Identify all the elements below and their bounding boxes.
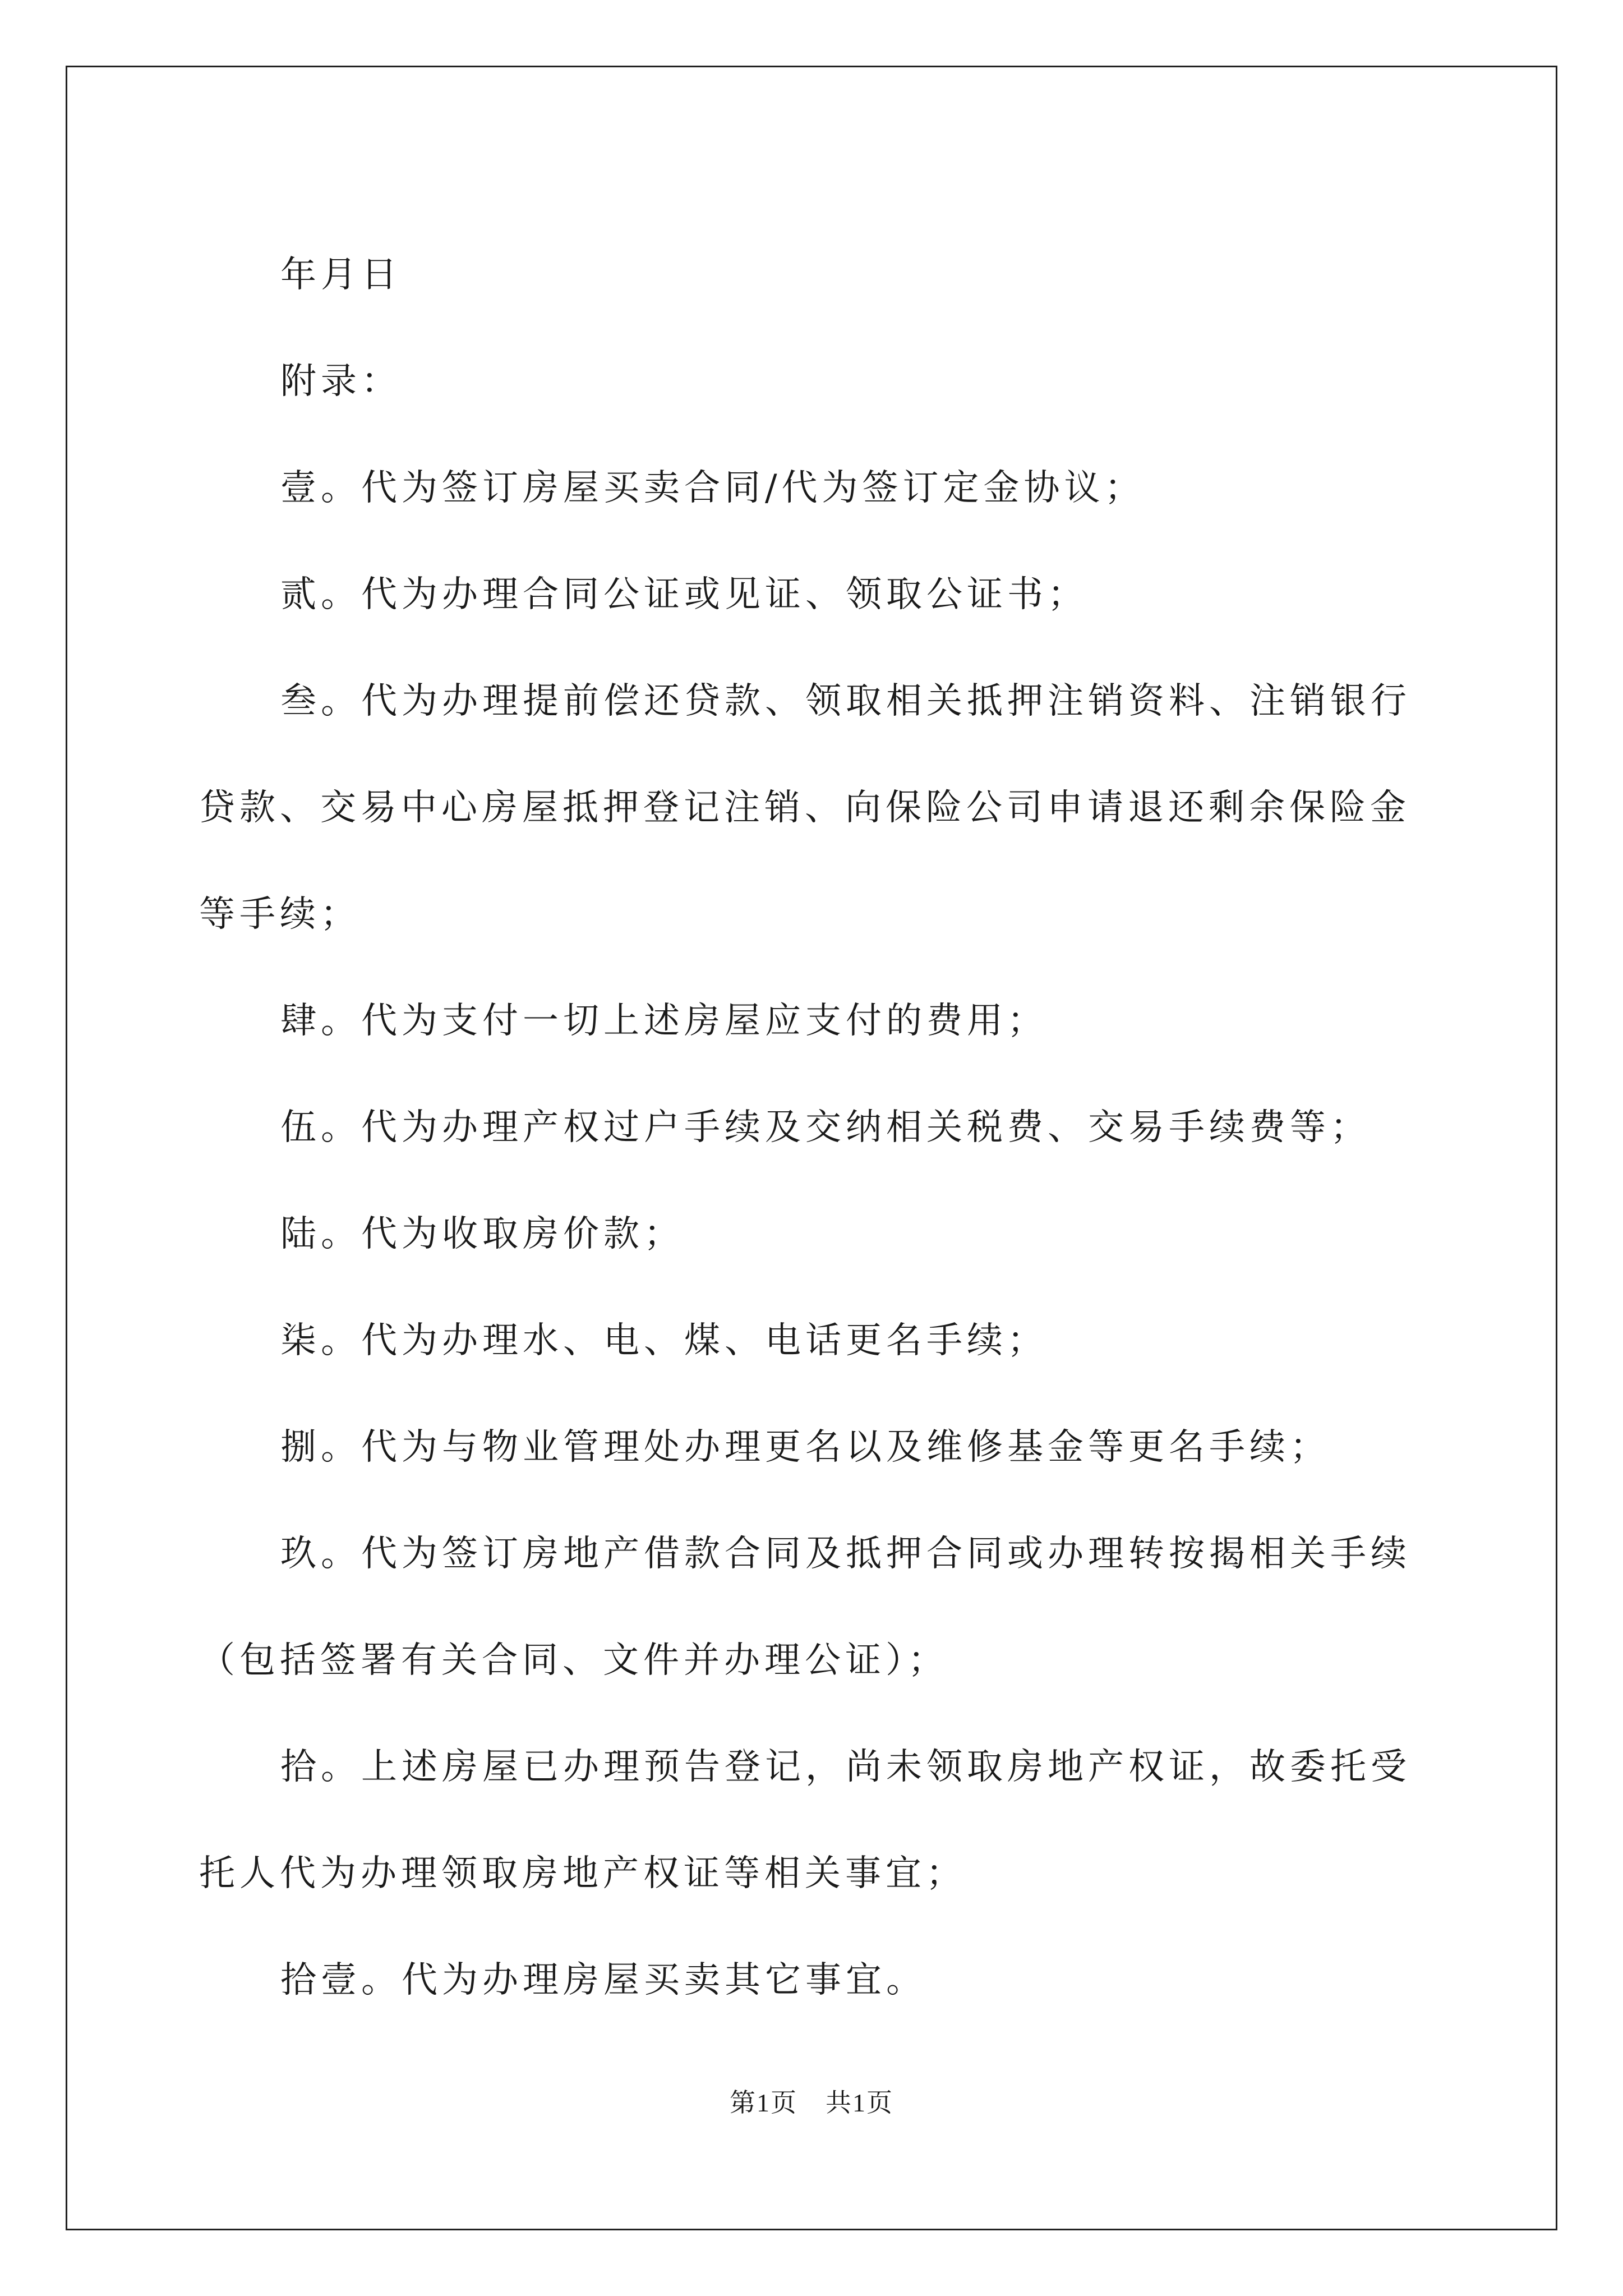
appendix-item-6 [199, 1181, 1433, 1287]
appendix-item-10 [199, 1714, 1433, 1927]
appendix-heading-text: 附录： [280, 361, 402, 402]
document-body [199, 222, 1433, 2033]
page-footer [0, 2082, 1623, 2119]
item-10-line-2: 托人代为办理领取房地产权证等相关事宜； [199, 1853, 966, 1894]
item-5-line-1: 伍。代为办理产权过户手续及交纳相关税费、交易手续费等； [280, 1107, 1371, 1148]
appendix-item-5 [199, 1074, 1433, 1181]
item-6-line-1: 陆。代为收取房价款； [280, 1213, 684, 1255]
item-7-line-1: 柒。代为办理水、电、煤、电话更名手续； [280, 1320, 1048, 1361]
item-2-line-1: 贰。代为办理合同公证或见证、领取公证书； [280, 574, 1088, 615]
appendix-item-11 [199, 1927, 1433, 2033]
item-9-line-1: 玖。代为签订房地产借款合同及抵押合同或办理转按揭相关手续 [280, 1533, 1411, 1575]
item-1-line-1: 壹。代为签订房屋买卖合同/代为签订定金协议； [280, 467, 1145, 509]
appendix-item-7 [199, 1287, 1433, 1394]
item-3-line-3: 等手续； [199, 894, 361, 935]
page-total: 共1页 [826, 2088, 893, 2117]
appendix-item-1 [199, 435, 1433, 541]
item-3-line-1: 叁。代为办理提前偿还贷款、领取相关抵押注销资料、注销银行 [280, 680, 1411, 722]
item-3-line-2: 贷款、交易中心房屋抵押登记注销、向保险公司申请退还剩余保险金 [199, 787, 1410, 829]
appendix-item-4 [199, 968, 1433, 1074]
date-text: 年月日 [280, 254, 402, 296]
item-9-line-2: （包括签署有关合同、文件并办理公证）； [199, 1640, 948, 1681]
date-line [199, 222, 1433, 328]
appendix-heading [199, 328, 1433, 435]
item-10-line-1: 拾。上述房屋已办理预告登记，尚未领取房地产权证，故委托受 [280, 1746, 1411, 1788]
item-8-line-1: 捌。代为与物业管理处办理更名以及维修基金等更名手续； [280, 1427, 1330, 1468]
appendix-item-9 [199, 1501, 1433, 1714]
page-number: 第1页 [730, 2088, 797, 2117]
appendix-item-3 [199, 648, 1433, 968]
item-11-line-1: 拾壹。代为办理房屋买卖其它事宜。 [280, 1959, 926, 2001]
appendix-item-8 [199, 1394, 1433, 1501]
item-4-line-1: 肆。代为支付一切上述房屋应支付的费用； [280, 1000, 1048, 1042]
appendix-item-2 [199, 541, 1433, 648]
